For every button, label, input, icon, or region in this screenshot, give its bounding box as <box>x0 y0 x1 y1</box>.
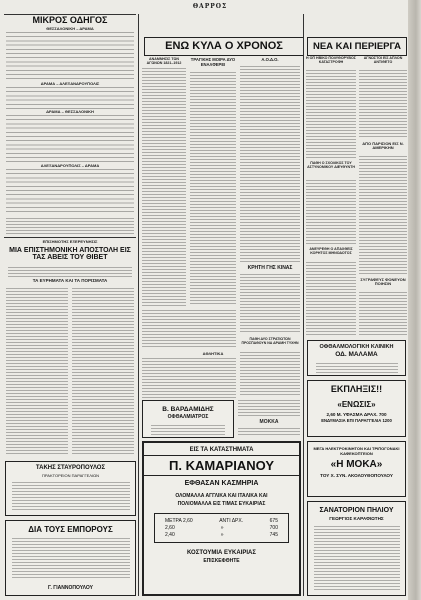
athletic-head: ΑΘΛΗΤΙΚΑ <box>202 351 224 356</box>
page-masthead: ΘΑΡΡΟΣ <box>192 3 228 10</box>
merchants-ad-body <box>12 538 130 580</box>
travel-agency-ad <box>5 461 136 516</box>
mokka-note-sub <box>238 428 300 436</box>
travel-ad-title: ΤΑΚΗΣ ΣΤΑΥΡΟΠΟΥΛΟΣ <box>35 465 106 471</box>
brief-head: ΠΑΘΗ ΔΥΟ ΣΤΡΑΤΙΩΤΩΝ ΠΡΟΣΠΑΘΟΥΝ ΝΑ ΔΡΑΜΗ ΤΥΧΗΝ <box>241 337 299 345</box>
section-title-middle: ΕΝΩ ΚΥΛΑ Ο ΧΡΟΝΟΣ <box>144 37 304 56</box>
middle-lower-text-2 <box>142 358 236 398</box>
price-value: 745 <box>269 532 278 538</box>
right-col1-text-c <box>306 262 356 336</box>
shop-ad-foot-2: ΕΠΙΣΚΕΦΘΗΤΕ <box>203 558 240 564</box>
sanatorium-body <box>314 526 400 590</box>
eye-clinic-title: ΟΦΘΑΛΜΟΛΟΓΙΚΗ ΚΛΙΝΙΚΗ <box>319 344 394 350</box>
price-qty: 2,60 <box>165 525 175 531</box>
shop-ad-foot: ΚΟΣΤΟΥΜΙΑ ΕΥΚΑΙΡΙΑΣ <box>187 550 256 556</box>
page-binding-shadow <box>408 0 421 600</box>
price-qty: 2,40 <box>165 532 175 538</box>
doctor-name: Β. ΒΑΡΔΑΜΙΔΗΣ <box>162 406 214 413</box>
eye-clinic-body <box>316 363 398 373</box>
article-title: ΜΙΑ ΕΠΙΣΤΗΜΟΝΙΚΗ ΑΠΟΣΤΟΛΗ ΕΙΣ ΤΑΣ ΑΒΕΙΣ ΤΟΥ ΘΙΒΕΤ <box>9 247 131 262</box>
column-divider-right <box>303 14 304 596</box>
article-kicker: ΕΠΙΣΗΜΟΤΗΣ ΕΞΕΡΕΥΝΗΣΙΣ <box>42 239 98 244</box>
column-divider-left <box>138 14 139 596</box>
right-head-2: ΑΓΝΩΣΤΟΙ ΕΙΣ ΑΠΛΟΝ ΑΝΤΙΘΕΤΟ <box>363 56 403 64</box>
middle-col2-text <box>190 72 236 304</box>
middle-col1-head: ΑΝΑΜΝΗΣΙΣ ΤΩΝ ΑΓΩΝΩΝ 1821–1912 <box>146 57 182 65</box>
right-head-6: ΑΝΕΥΡΕΘΗ Ο ΑΠΑΧΘΕΙΣ ΚΟΡΗΤΟΣ ΜΗΝΟΔΟΤΟΣ <box>309 247 353 255</box>
shop-ad-line-2: ΠΟΛΙΟΜΑΛΛΑ ΕΙΣ ΤΙΜΑΣ ΕΥΚΑΙΡΙΑΣ <box>177 501 266 507</box>
middle-lower-text-1 <box>142 310 236 348</box>
merchants-ad <box>5 520 136 596</box>
timetable-notes <box>6 218 134 234</box>
section-title-right: ΝΕΑ ΚΑΙ ΠΕΡΙΕΡΓΑ <box>307 37 407 56</box>
right-col2-text-b <box>359 156 407 274</box>
right-head-1: Η ΟΠ ΗΒΙΚΟ ΠΟΛΥΘΟΡΥΒΟΣ ΚΑΤΑΣΤΡΟΦΗ <box>306 56 356 64</box>
timetable-4 <box>6 169 134 215</box>
mokka-note-title: ΜΟΚΚΑ <box>259 419 279 425</box>
route-title-1: ΘΕΣΣΑΛΟΝΙΚΗ – ΔΡΑΜΑ <box>46 26 94 31</box>
eye-clinic-ad <box>307 340 406 376</box>
price-label: » <box>220 525 224 531</box>
merchants-ad-title: ΔΙΑ ΤΟΥΣ ΕΜΠΟΡΟΥΣ <box>28 525 113 534</box>
moka-ad-name: «Η ΜΟΚΑ» <box>330 459 383 470</box>
moka-ad-top: ΜΕΓΑ ΗΛΕΚΤΡΟΚΙΝΗΤΟΝ ΚΑΙ ΤΡΙΠΟΓΟΝΑΚΙ ΚΑΦΕΚΟΠΤΕΙΟΝ <box>313 446 400 456</box>
timetable-2 <box>6 87 134 109</box>
article-deck <box>8 267 132 277</box>
middle-col2-head: ΤΡΑΓΙΚΗΣ ΜΟΙΡΑ ΔΥΟ ΕΝΑΛΦΕΡΕΙ <box>190 57 236 67</box>
moka-coffee-ad <box>307 441 406 497</box>
shop-ad-slogan: ΕΦΘΑΣΑΝ ΚΑΣΜΗΡΙΑ <box>184 480 259 487</box>
price-value: 675 <box>269 518 278 524</box>
price-row <box>165 518 278 524</box>
sale-ad-name: «ΕΝΩΣΙΣ» <box>337 400 376 409</box>
sale-ad-line: 2,60 Μ. ΥΦΑΣΜΑ ΔΡΑΧ. 700 <box>326 412 387 417</box>
price-label: ΑΝΤΙ ΔΡΧ. <box>219 518 244 524</box>
doctor-ad-body <box>151 425 225 435</box>
right-col2-text-a <box>359 70 407 138</box>
sanatorium-subtitle: ΓΕΩΡΓΙΟΣ ΚΑΡΑΦΙΩΤΗΣ <box>329 516 384 521</box>
crete-head: ΚΡΗΤΗ ΓΗΣ ΚΙΝΑΣ <box>247 265 293 271</box>
route-title-4: ΑΛΕΞΑΝΔΡΟΥΠΟΛΙΣ – ΔΡΑΜΑ <box>40 163 100 168</box>
sale-ad-title: ΕΚΠΛΗΞΙΣ!! <box>330 384 383 394</box>
ophthalmologist-ad <box>142 400 234 438</box>
right-col1-text-b <box>306 180 356 244</box>
shop-ad-top: ΕΙΣ ΤΑ ΚΑΤΑΣΤΗΜΑΤΑ <box>189 447 254 453</box>
price-value: 700 <box>269 525 278 531</box>
timetable-1 <box>6 32 134 80</box>
guide-title: ΜΙΚΡΟΣ ΟΔΗΓΟΣ <box>32 15 108 25</box>
merchants-ad-signature: Γ. ΓΙΑΝΝΟΠΟΥΛΟΥ <box>48 585 93 591</box>
middle-col3-text <box>240 66 300 262</box>
shop-ad-name: Π. ΚΑΜΑΡΙΑΝΟΥ <box>144 455 299 476</box>
shop-ad-line-1: ΟΛΟΜΑΛΛΑ ΑΓΓΛΙΚΑ ΚΑΙ ΙΤΑΛΙΚΑ ΚΑΙ <box>175 493 268 499</box>
timetable-3 <box>6 115 134 163</box>
right-col1-text-a <box>306 70 356 158</box>
sanatorium-title: ΣΑΝΑΤΟΡΙΟΝ ΠΗΛΙΟΥ <box>319 507 394 514</box>
right-head-4: ΠΑΘΗ Ο ΣΧΟΛΙΚΟΣ ΤΟΥ ΑΣΤΥΝΟΜΙΚΟΥ ΔΙΕΥΘΥΝΤΗ <box>307 161 355 169</box>
travel-ad-subtitle: ΠΡΑΚΤΟΡΕΙΟΝ ΠΑΡΑΓΓΕΛΙΩΝ <box>42 473 99 478</box>
moka-ad-owner: ΤΟΥ Χ. ΣΥΝ. ΑΚΟΛΟΥΘΟΠΟΥΛΟΥ <box>320 473 393 478</box>
price-label: » <box>220 532 224 538</box>
right-head-5: ΣΥΓΡΑΦΕΥΣ ΦΟΝΕΥΟΝ ΠΟΙΗΣΙΝ <box>360 277 406 287</box>
article-column-2 <box>72 288 134 456</box>
route-title-3: ΔΡΑΜΑ – ΘΕΣΣΑΛΟΝΙΚΗ <box>46 109 94 114</box>
kamarianou-shop-ad <box>142 441 301 596</box>
price-row <box>165 525 278 531</box>
middle-col3-head: Α.Ο.Δ.Ο. <box>261 57 279 62</box>
crete-text <box>240 274 300 334</box>
left-divider-1 <box>4 237 136 238</box>
surprise-sale-ad <box>307 380 406 437</box>
sanatorium-ad <box>307 501 406 596</box>
sale-ad-line-2: ΕΝΔΥΜΑΣΙΑ ΕΠΙ ΠΑΡΑΓΓΕΛΙΑ 1200 <box>321 418 392 423</box>
article-column-1 <box>6 288 68 456</box>
mokka-note-text <box>238 400 300 418</box>
doctor-role: ΟΦΘΑΛΜΙΑΤΡΟΣ <box>167 414 209 420</box>
brief-text <box>240 352 300 396</box>
price-row <box>165 532 278 538</box>
eye-clinic-name: ΟΔ. ΜΑΛΑΜΑ <box>335 351 378 358</box>
right-col2-text-c <box>359 292 407 336</box>
travel-ad-body <box>12 482 130 512</box>
article-subtitle: ΤΑ ΕΥΡΗΜΑΤΑ ΚΑΙ ΤΑ ΠΟΡΙΣΜΑΤΑ <box>32 278 108 283</box>
right-head-3: ΑΠΟ ΠΑΡΙΣΙΟΝ ΕΙΣ Ν. ΑΜΕΡΙΚΗΝ <box>362 141 404 151</box>
middle-col1-text <box>142 68 186 306</box>
shop-price-box <box>154 513 289 543</box>
route-title-2: ΔΡΑΜΑ – ΑΛΕΞΑΝΔΡΟΥΠΟΛΙΣ <box>40 81 100 86</box>
price-qty: ΜΕΤΡΑ 2,60 <box>165 518 193 524</box>
